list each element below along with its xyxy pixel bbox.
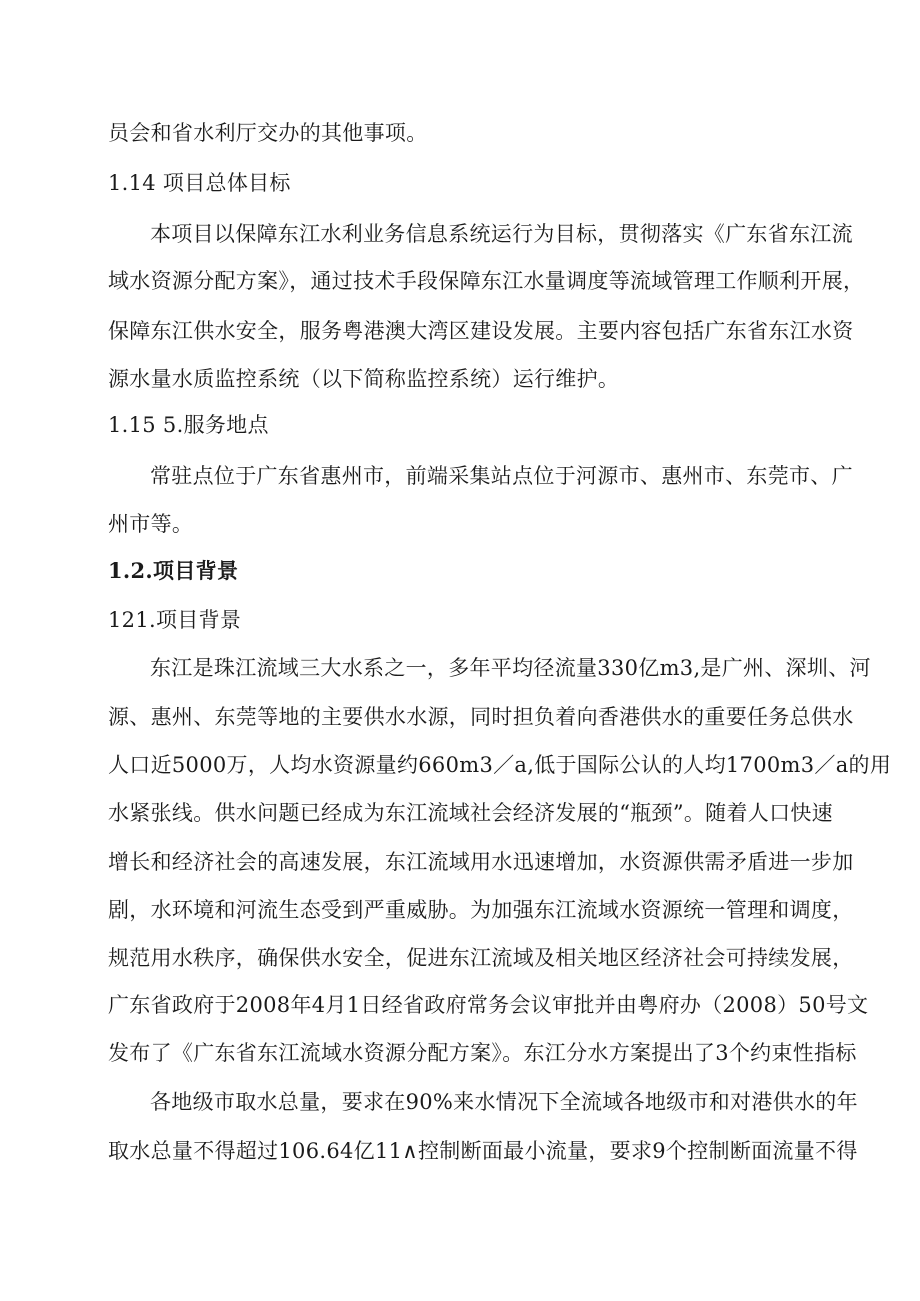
paragraph-line: 保障东江供水安全，服务粤港澳大湾区建设发展。主要内容包括广东省东江水资 bbox=[108, 319, 854, 343]
section-heading-1-15: 1.15 5.服务地点 bbox=[108, 413, 269, 437]
paragraph-line: 增长和经济社会的高速发展，东江流域用水迅速增加，水资源供需矛盾进一步加 bbox=[108, 850, 854, 874]
paragraph-line: 源水量水质监控系统（以下简称监控系统）运行维护。 bbox=[108, 367, 620, 391]
paragraph-line: 域水资源分配方案》，通过技术手段保障东江水量调度等流域管理工作顺利开展， bbox=[108, 269, 865, 293]
section-heading-1-2-1: 121.项目背景 bbox=[108, 608, 242, 632]
paragraph-line: 州市等。 bbox=[108, 512, 194, 536]
paragraph-line: 本项目以保障东江水利业务信息系统运行为目标，贯彻落实《广东省东江流 bbox=[150, 222, 853, 246]
paragraph-line: 广东省政府于2008年4月1日经省政府常务会议审批并由粤府办（2008）50号文 bbox=[108, 993, 869, 1017]
section-heading-1-14: 1.14 项目总体目标 bbox=[108, 171, 291, 195]
paragraph-line: 东江是珠江流域三大水系之一，多年平均径流量330亿m3,是广州、深圳、河 bbox=[150, 656, 871, 680]
paragraph-line: 员会和省水利厅交办的其他事项。 bbox=[108, 121, 428, 145]
paragraph-line: 水紧张线。供水问题已经成为东江流域社会经济发展的“瓶颈”。随着人口快速 bbox=[108, 801, 833, 825]
paragraph-line: 各地级市取水总量，要求在90%来水情况下全流域各地级市和对港供水的年 bbox=[150, 1090, 858, 1114]
paragraph-line: 人口近5000万，人均水资源量约660m3／a,低于国际公认的人均1700m3／a的用 bbox=[108, 753, 892, 777]
paragraph-line: 常驻点位于广东省惠州市，前端采集站点位于河源市、惠州市、东莞市、广 bbox=[150, 464, 853, 488]
paragraph-line: 规范用水秩序，确保供水安全，促进东江流域及相关地区经济社会可持续发展， bbox=[108, 946, 854, 970]
paragraph-line: 源、惠州、东莞等地的主要供水水源，同时担负着向香港供水的重要任务总供水 bbox=[108, 705, 854, 729]
paragraph-line: 取水总量不得超过106.64亿11∧控制断面最小流量，要求9个控制断面流量不得 bbox=[108, 1139, 858, 1163]
paragraph-line: 发布了《广东省东江流域水资源分配方案》。东江分水方案提出了3个约束性指标 bbox=[108, 1041, 857, 1065]
paragraph-line: 剧，水环境和河流生态受到严重威胁。为加强东江流域水资源统一管理和调度， bbox=[108, 898, 854, 922]
section-heading-1-2: 1.2.项目背景 bbox=[108, 558, 239, 583]
